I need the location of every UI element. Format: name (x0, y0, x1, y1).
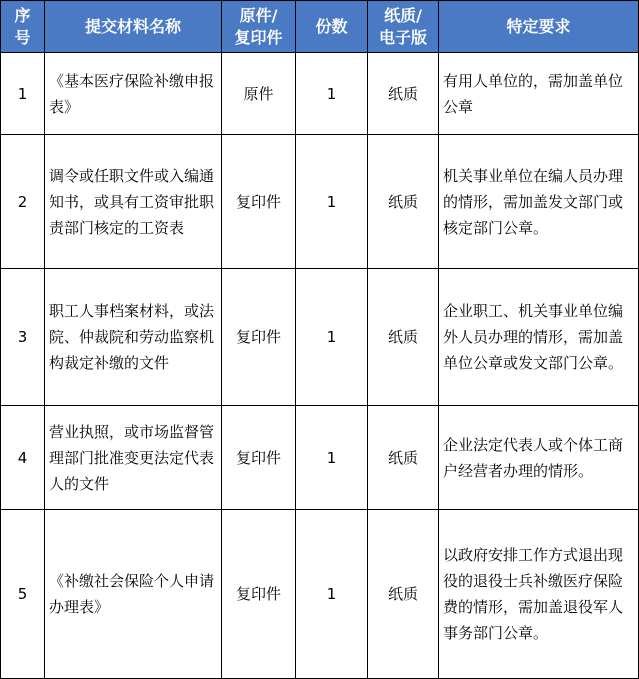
cell-seq: 1 (1, 53, 45, 135)
cell-copies: 1 (296, 53, 368, 135)
cell-requirement: 以政府安排工作方式退出现役的退役士兵补缴医疗保险费的情形，需加盖退役军人事务部门公章。 (439, 510, 639, 679)
cell-material-name: 职工人事档案材料，或法院、仲裁院和劳动监察机构裁定补缴的文件 (45, 269, 222, 406)
table-header-row (1, 1, 639, 53)
header-material-name: 提交材料名称 (45, 1, 222, 53)
cell-medium: 纸质 (368, 510, 439, 679)
cell-material-name: 调令或任职文件或入编通知书，或具有工资审批职责部门核定的工资表 (45, 135, 222, 269)
header-medium (368, 1, 439, 53)
cell-requirement: 企业法定代表人或个体工商户经营者办理的情形。 (439, 406, 639, 510)
cell-copies: 1 (296, 510, 368, 679)
cell-requirement: 企业职工、机关事业单位编外人员办理的情形，需加盖单位公章或发文部门公章。 (439, 269, 639, 406)
cell-copies: 1 (296, 135, 368, 269)
header-requirement: 特定要求 (439, 1, 639, 53)
cell-original-copy: 复印件 (222, 510, 296, 679)
cell-material-name: 《基本医疗保险补缴申报表》 (45, 53, 222, 135)
cell-original-copy: 复印件 (222, 406, 296, 510)
cell-material-name: 《补缴社会保险个人申请办理表》 (45, 510, 222, 679)
header-original-copy (222, 1, 296, 53)
table-row (1, 406, 639, 510)
table-row (1, 269, 639, 406)
header-copies: 份数 (296, 1, 368, 53)
cell-copies: 1 (296, 269, 368, 406)
table-row (1, 510, 639, 679)
cell-original-copy: 原件 (222, 53, 296, 135)
header-medium-line-2: 电子版 (378, 27, 427, 47)
cell-original-copy: 复印件 (222, 135, 296, 269)
cell-seq: 4 (1, 406, 45, 510)
header-seq-line-2: 号 (14, 27, 31, 47)
cell-requirement: 有用人单位的，需加盖单位公章 (439, 53, 639, 135)
header-medium-line-1: 纸质/ (384, 5, 422, 25)
cell-copies: 1 (296, 406, 368, 510)
header-seq (1, 1, 45, 53)
table-row (1, 53, 639, 135)
cell-seq: 5 (1, 510, 45, 679)
table-row (1, 135, 639, 269)
cell-medium: 纸质 (368, 53, 439, 135)
cell-original-copy: 复印件 (222, 269, 296, 406)
cell-seq: 3 (1, 269, 45, 406)
header-original-line-1: 原件/ (239, 5, 278, 25)
header-seq-line-1: 序 (14, 5, 31, 25)
header-original-line-2: 复印件 (234, 27, 283, 47)
cell-medium: 纸质 (368, 135, 439, 269)
cell-requirement: 机关事业单位在编人员办理的情形，需加盖发文部门或核定部门公章。 (439, 135, 639, 269)
cell-material-name: 营业执照，或市场监督管理部门批准变更法定代表人的文件 (45, 406, 222, 510)
cell-medium: 纸质 (368, 269, 439, 406)
cell-medium: 纸质 (368, 406, 439, 510)
cell-seq: 2 (1, 135, 45, 269)
